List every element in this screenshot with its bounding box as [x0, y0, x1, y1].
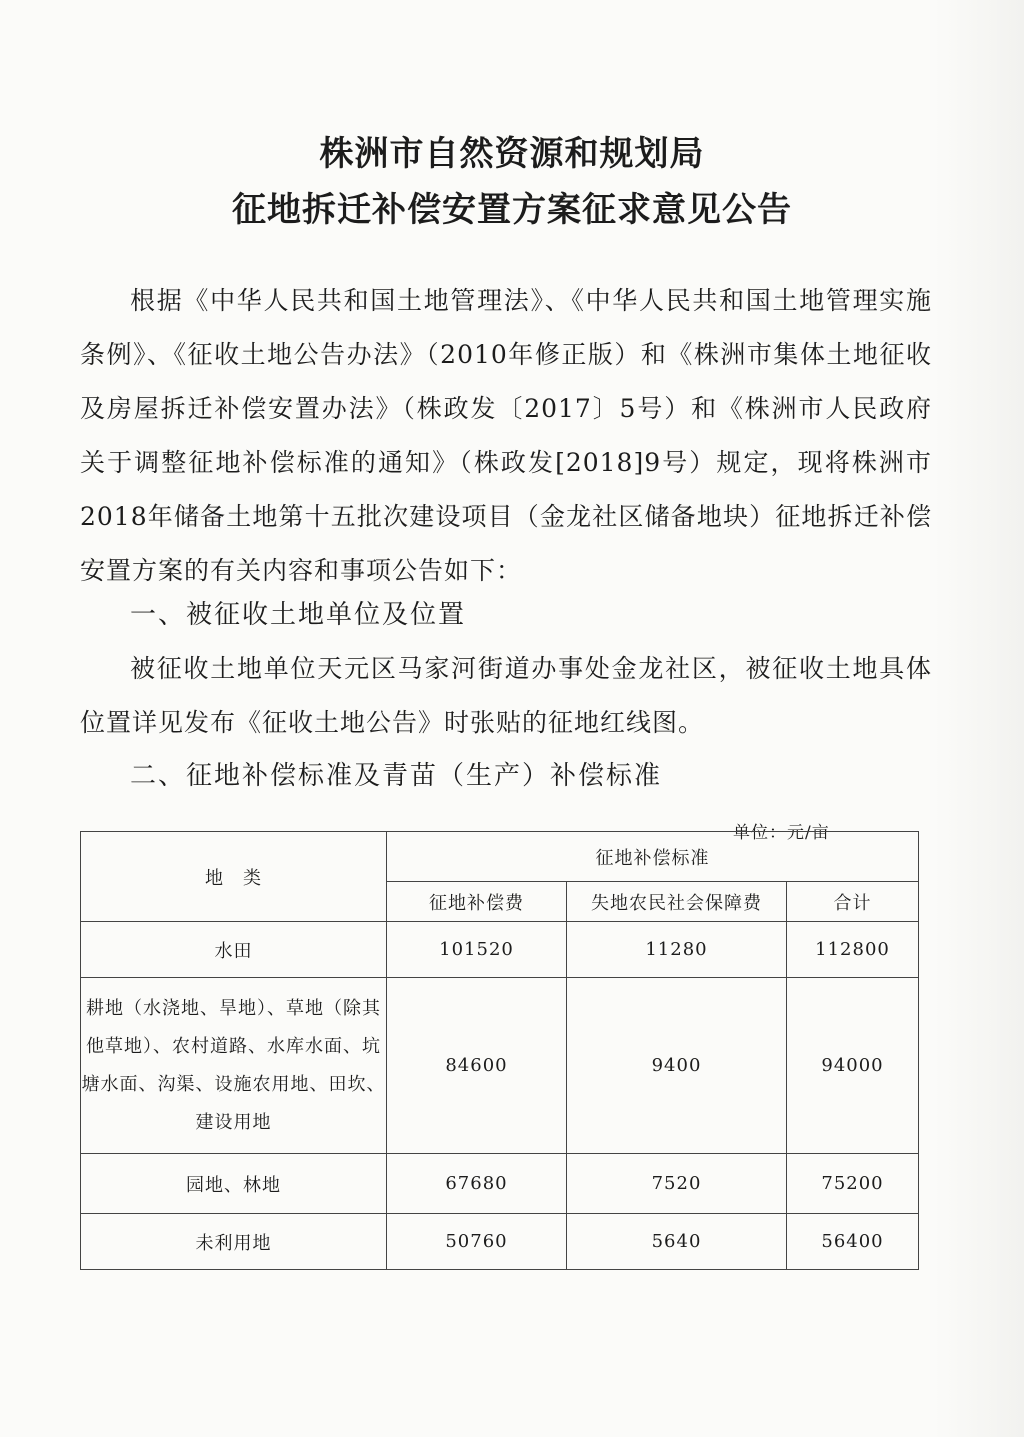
compensation-table — [80, 831, 919, 1270]
row-social-security-fee: 7520 — [567, 1154, 787, 1214]
row-compensation-fee: 101520 — [387, 922, 567, 978]
row-social-security-fee: 11280 — [567, 922, 787, 978]
header-compensation-fee: 征地补偿费 — [387, 882, 567, 922]
table-row — [81, 1154, 919, 1214]
row-total: 94000 — [787, 978, 919, 1154]
row-total: 56400 — [787, 1214, 919, 1270]
section1-body: 被征收土地单位天元区马家河街道办事处金龙社区，被征收土地具体位置详见发布《征收土地公告》时张贴的征地红线图。 — [80, 654, 932, 737]
row-compensation-fee: 84600 — [387, 978, 567, 1154]
header-social-security-fee: 失地农民社会保障费 — [567, 882, 787, 922]
row-land-type: 未利用地 — [81, 1214, 387, 1270]
header-land-type: 地 类 — [81, 832, 387, 922]
table-row — [81, 978, 919, 1154]
unit-note: 单位：元/亩 — [733, 823, 830, 843]
page-title-line2: 征地拆迁补偿安置方案征求意见公告 — [232, 190, 792, 230]
row-total: 112800 — [787, 922, 919, 978]
row-social-security-fee: 5640 — [567, 1214, 787, 1270]
row-compensation-fee: 50760 — [387, 1214, 567, 1270]
section2-heading: 二、征地补偿标准及青苗（生产）补偿标准 — [130, 761, 663, 791]
row-land-type: 水田 — [81, 922, 387, 978]
intro-paragraph: 根据《中华人民共和国土地管理法》、《中华人民共和国土地管理实施条例》、《征收土地公告办法》（2010年修正版）和《株洲市集体土地征收及房屋拆迁补偿安置办法》（株政发〔2017〕5号）和《株洲市人民政府关于调整征地补偿标准的通知》（株政发[2018]9号）规定，现将株洲市2018年储备土地第十五批次建设项目（金龙社区储备地块）征地拆迁补偿安置方案的有关内容和事项公告如下： — [80, 286, 932, 585]
header-total: 合计 — [787, 882, 919, 922]
table-row — [81, 922, 919, 978]
row-total: 75200 — [787, 1154, 919, 1214]
header-standard-group: 征地补偿标准 — [387, 832, 919, 882]
row-land-type: 园地、林地 — [81, 1154, 387, 1214]
section1-heading: 一、被征收土地单位及位置 — [130, 600, 467, 630]
table-header-row — [81, 832, 919, 882]
table-row — [81, 1214, 919, 1270]
row-compensation-fee: 67680 — [387, 1154, 567, 1214]
row-land-type: 耕地（水浇地、旱地）、草地（除其他草地）、农村道路、水库水面、坑塘水面、沟渠、设施农用地、田坎、建设用地 — [81, 978, 387, 1154]
page-title-line1: 株洲市自然资源和规划局 — [319, 134, 705, 174]
row-social-security-fee: 9400 — [567, 978, 787, 1154]
